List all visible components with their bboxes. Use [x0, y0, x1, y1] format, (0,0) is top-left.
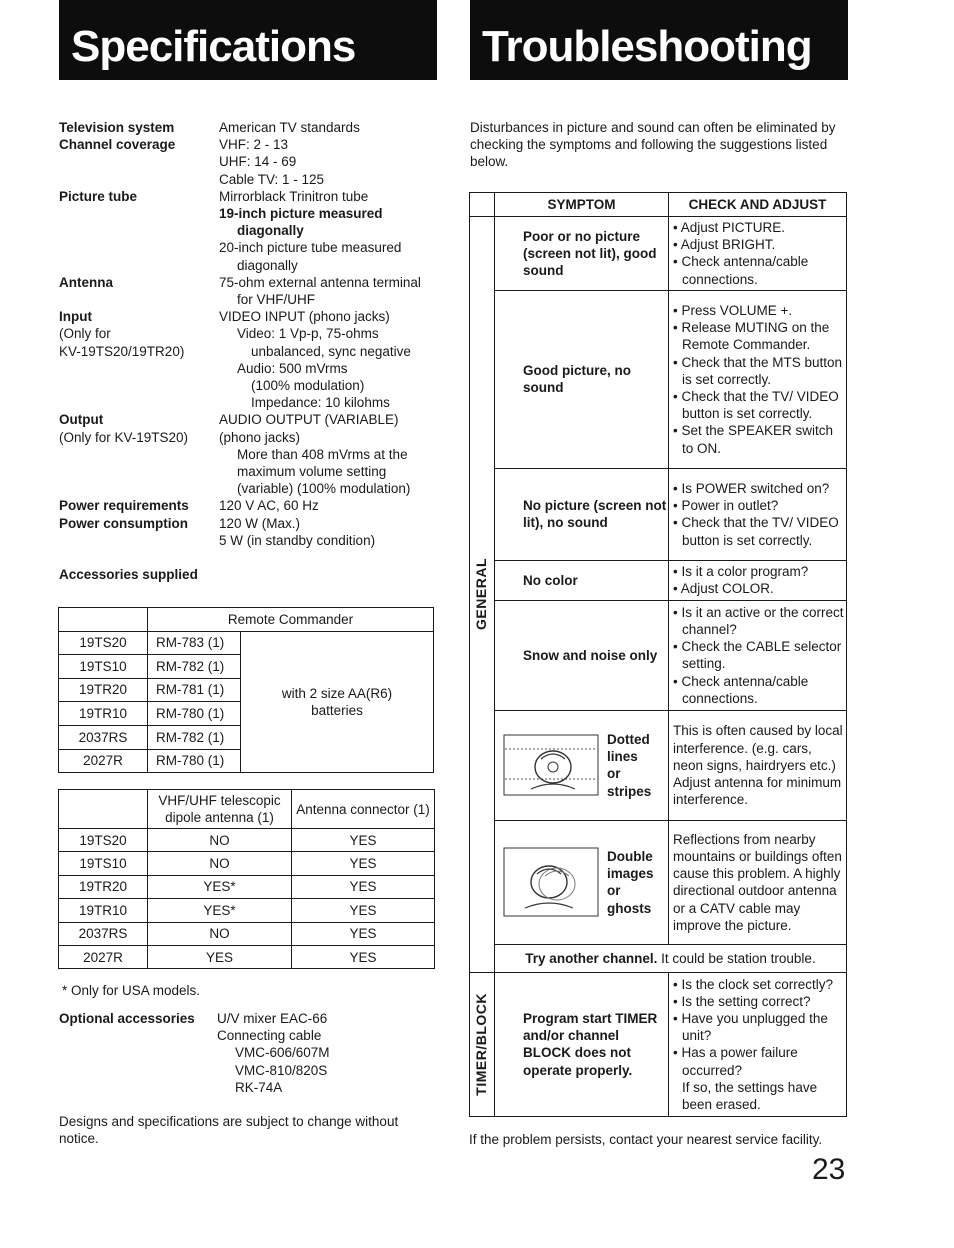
table-row: 19TR20 RM-781 (1)	[59, 678, 434, 702]
table-row: 19TS10 RM-782 (1)	[59, 655, 434, 679]
category-general: GENERAL	[470, 217, 495, 973]
dipole-header: VHF/UHF telescopic dipole antenna (1)	[148, 790, 292, 829]
table-row: TIMER/BLOCK Program start TIMER and/or channel BLOCK does not operate properly. • Is the clock set correctly? • Is the setting correct? • Have you unplugged the unit? • Has a power failure occurred? If so, the settings have been erased.	[470, 972, 847, 1116]
table-row: Double images or ghosts Reflections from nearby mountains or buildings often cause this problem. A highly directional outdoor antenna or a CATV cable may improve the picture.	[470, 820, 847, 944]
accessories-label: Accessories supplied	[59, 567, 198, 583]
table-row: 19TS20 RM-783 (1) with 2 size AA(R6) batteries	[59, 631, 434, 655]
troubleshooting-table	[469, 192, 847, 1117]
designs-note: Designs and specifications are subject to change without notice.	[59, 1114, 399, 1147]
remote-header: Remote Commander	[148, 608, 434, 632]
spec-tv-system: Television system American TV standards	[59, 120, 360, 135]
table-row: 19TR10 RM-780 (1)	[59, 702, 434, 726]
table-row: No color • Is it a color program? • Adjust COLOR.	[470, 560, 847, 600]
table-row: 19TS10 NO YES	[59, 852, 435, 875]
spec-list	[59, 119, 439, 583]
table-row: Snow and noise only • Is it an active or the correct channel? • Check the CABLE selector setting. • Check antenna/cable connections.	[470, 600, 847, 710]
table-row: 19TR10 YES* YES	[59, 899, 435, 922]
table-row: 2037RS RM-782 (1)	[59, 725, 434, 749]
page-number: 23	[812, 1153, 846, 1186]
dotted-lines-illustration	[503, 727, 599, 803]
check-header: CHECK AND ADJUST	[669, 193, 847, 217]
spec-input: Input (Only for KV-19TS20/19TR20) VIDEO INPUT (phono jacks) Video: 1 Vp-p, 75-ohms unbalanced, sync negative Audio: 500 mVrms (100% modulation) Impedance: 10 kilohms	[59, 309, 411, 411]
table-row	[470, 193, 847, 217]
antenna-table	[58, 789, 435, 969]
table-row: 2027R RM-780 (1)	[59, 749, 434, 773]
troubleshooting-heading: Troubleshooting	[482, 22, 812, 71]
spec-power-req: Power requirements 120 V AC, 60 Hz	[59, 498, 319, 514]
spec-output: Output (Only for KV-19TS20) AUDIO OUTPUT (VARIABLE) (phono jacks) More than 408 mVrms at the maximum volume setting (variable) (100% modulation)	[59, 412, 411, 497]
table-row: GENERAL Poor or no picture (screen not lit), good sound • Adjust PICTURE. • Adjust BRIGHT. • Check antenna/cable connections.	[470, 217, 847, 291]
table-row	[59, 790, 435, 829]
category-timer-block: TIMER/BLOCK	[470, 972, 495, 1116]
spec-power-cons: Power consumption 120 W (Max.) 5 W (in standby condition)	[59, 515, 376, 548]
double-images-illustration	[503, 842, 599, 922]
table-row: 19TS20 NO YES	[59, 829, 435, 852]
spec-antenna: Antenna 75-ohm external antenna terminal for VHF/UHF	[59, 274, 421, 308]
batteries-cell: with 2 size AA(R6) batteries	[241, 631, 434, 773]
table-row: Good picture, no sound • Press VOLUME +. • Release MUTING on the Remote Commander. • Check that the MTS button is set correctly. • Check that the TV/ VIDEO button is set correctly. • Set the SPEAKER switch to ON.	[470, 290, 847, 468]
troubleshooting-intro: Disturbances in picture and sound can often be eliminated by checking the symptoms and following the suggestions listed below.	[470, 120, 836, 170]
troubleshooting-banner	[470, 0, 848, 80]
table-row: 19TR20 YES* YES	[59, 875, 435, 898]
optional-accessories: Optional accessories U/V mixer EAC-66 Connecting cable VMC-606/607M VMC-810/820S RK-74A	[59, 1011, 330, 1095]
table-row: No picture (screen not lit), no sound • Is POWER switched on? • Power in outlet? • Check that the TV/ VIDEO button is set correctly.	[470, 468, 847, 560]
specifications-heading: Specifications	[71, 22, 356, 71]
spec-picture-tube: Picture tube Mirrorblack Trinitron tube 19-inch picture measured diagonally 20-inch picture tube measured diagonally	[59, 188, 402, 273]
table-row: Try another channel. It could be station trouble.	[470, 944, 847, 972]
remote-table	[58, 607, 434, 773]
table-row: Dotted lines or stripes This is often caused by local interference. (e.g. cars, neon signs, hairdryers etc.) Adjust antenna for minimum interference.	[470, 710, 847, 820]
usa-note: * Only for USA models.	[62, 983, 201, 998]
table-row: 2037RS NO YES	[59, 922, 435, 945]
table-row: 2027R YES YES	[59, 945, 435, 968]
persist-note: If the problem persists, contact your nearest service facility.	[469, 1132, 823, 1147]
connector-header: Antenna connector (1)	[292, 790, 435, 829]
specifications-banner	[59, 0, 437, 80]
spec-channel: Channel coverage VHF: 2 - 13 UHF: 14 - 69 Cable TV: 1 - 125	[59, 137, 325, 187]
table-row	[59, 608, 434, 632]
symptom-header: SYMPTOM	[495, 193, 669, 217]
